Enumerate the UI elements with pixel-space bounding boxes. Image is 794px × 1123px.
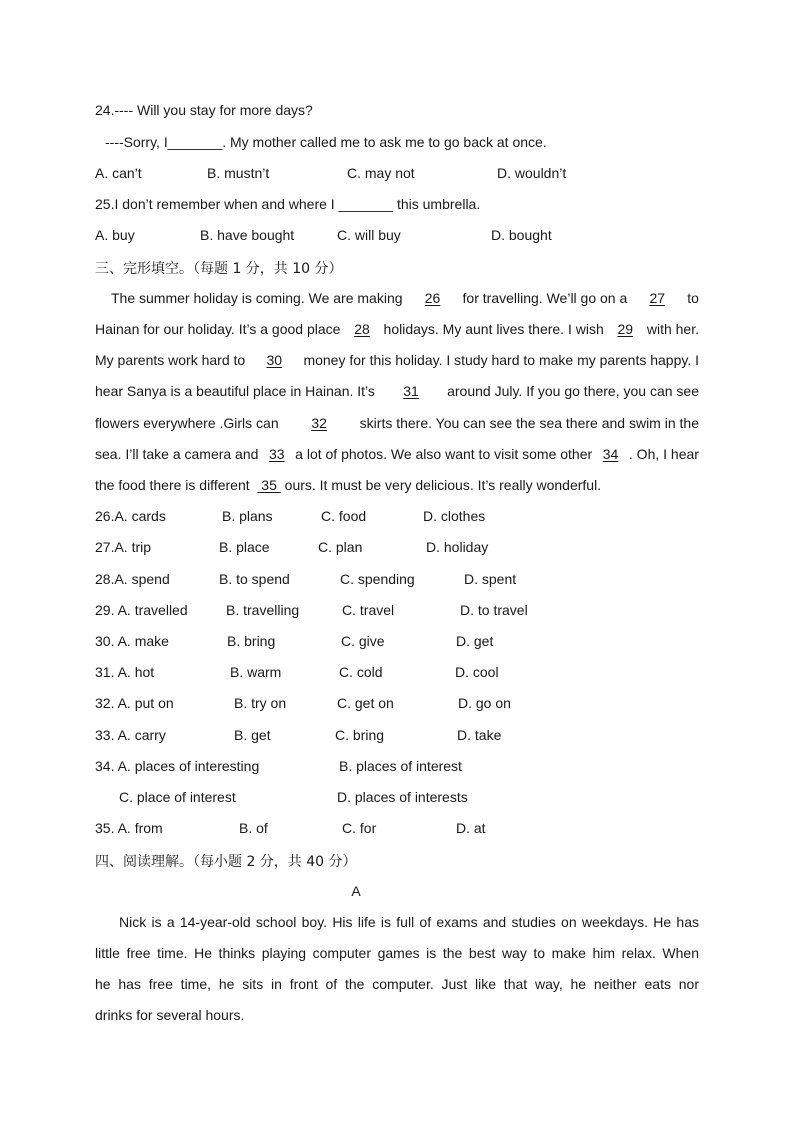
- q34-option-b: B. places of interest: [339, 758, 462, 774]
- blank-29: 29: [617, 321, 634, 337]
- q35-option-a: 35. A. from: [95, 820, 163, 836]
- q29-option-a: 29. A. travelled: [95, 602, 188, 618]
- q29-option-c: C. travel: [342, 602, 395, 618]
- q25-option-a: A. buy: [95, 227, 135, 243]
- passage-line-5: flowers everywhere .Girls can 32 skirts there. You can see the sea there and swim in the: [95, 415, 699, 431]
- q35-option-b: B. of: [239, 820, 268, 836]
- q35-option-d: D. at: [456, 820, 486, 836]
- q32-option-c: C. get on: [337, 695, 394, 711]
- q27-option-d: D. holiday: [426, 539, 489, 555]
- q34-option-a: 34. A. places of interesting: [95, 758, 260, 774]
- q24-question: 24.---- Will you stay for more days?: [95, 102, 313, 118]
- passage-line-7: the food there is different 35 ours. It must be very delicious. It’s really wonderful.: [95, 477, 602, 493]
- q26-option-c: C. food: [321, 508, 367, 524]
- section4-heading: 四、阅读理解。（每小题 2 分，共 40 分）: [95, 854, 357, 870]
- q33-option-d: D. take: [457, 727, 502, 743]
- q33-option-b: B. get: [234, 727, 271, 743]
- passage-line-3: My parents work hard to 30 money for this holiday. I study hard to make my parents happy. I: [95, 352, 699, 368]
- q34-option-c: C. place of interest: [119, 789, 236, 805]
- q34-option-d: D. places of interests: [337, 789, 468, 805]
- q25-option-c: C. will buy: [337, 227, 401, 243]
- q32-option-b: B. try on: [234, 695, 287, 711]
- q31-option-d: D. cool: [455, 664, 499, 680]
- q24-option-a: A. can’t: [95, 165, 142, 181]
- q27-option-c: C. plan: [318, 539, 363, 555]
- blank-32: 32: [311, 415, 327, 431]
- q31-option-b: B. warm: [230, 664, 282, 680]
- q26-option-a: 26.A. cards: [95, 508, 166, 524]
- q30-option-c: C. give: [341, 633, 385, 649]
- q24-reply: ----Sorry, I_______. My mother called me to ask me to go back at once.: [105, 134, 547, 150]
- q33-option-a: 33. A. carry: [95, 727, 166, 743]
- q29-option-b: B. travelling: [226, 602, 300, 618]
- passage-line-6: sea. I’ll take a camera and 33 a lot of photos. We also want to visit some other 34 . Oh, I hear: [95, 446, 699, 462]
- blank-27: 27: [649, 290, 666, 306]
- section3-heading: 三、完形填空。（每题 1 分，共 10 分）: [95, 261, 343, 277]
- blank-33: 33: [269, 446, 285, 462]
- q32-option-d: D. go on: [458, 695, 511, 711]
- q35-option-c: C. for: [342, 820, 377, 836]
- passage-line-4: hear Sanya is a beautiful place in Hainan. It’s 31 around July. If you go there, you can see: [95, 383, 699, 399]
- reading-line-3: he has free time, he sits in front of the computer. Just like that way, he neither eats nor: [95, 976, 699, 992]
- q33-option-c: C. bring: [335, 727, 385, 743]
- q30-option-d: D. get: [456, 633, 494, 649]
- passage-line-2: Hainan for our holiday. It’s a good place 28 holidays. My aunt lives there. I wish 29 with her.: [95, 321, 699, 337]
- q27-option-a: 27.A. trip: [95, 539, 152, 555]
- passage-line-1: The summer holiday is coming. We are making 26 for travelling. We’ll go on a 27 to: [111, 290, 699, 306]
- blank-35: 35: [257, 477, 281, 493]
- q31-option-a: 31. A. hot: [95, 664, 155, 680]
- q30-option-b: B. bring: [227, 633, 276, 649]
- q24-option-b: B. mustn’t: [207, 165, 270, 181]
- q32-option-a: 32. A. put on: [95, 695, 174, 711]
- reading-line-2: little free time. He thinks playing computer games is the best way to make him relax. When: [95, 945, 699, 961]
- q28-option-c: C. spending: [340, 571, 415, 587]
- q28-option-b: B. to spend: [219, 571, 290, 587]
- blank-28: 28: [354, 321, 370, 337]
- reading-line-4: drinks for several hours.: [95, 1007, 245, 1023]
- q30-option-a: 30. A. make: [95, 633, 169, 649]
- q24-option-d: D. wouldn’t: [497, 165, 567, 181]
- blank-26: 26: [424, 290, 441, 306]
- q31-option-c: C. cold: [339, 664, 383, 680]
- q25-question: 25.I don’t remember when and where I _______ this umbrella.: [95, 196, 481, 212]
- q26-option-b: B. plans: [222, 508, 273, 524]
- reading-part-label: A: [351, 883, 361, 899]
- q27-option-b: B. place: [219, 539, 270, 555]
- q26-option-d: D. clothes: [423, 508, 486, 524]
- q29-option-d: D. to travel: [460, 602, 528, 618]
- blank-34: 34: [602, 446, 619, 462]
- q28-option-a: 28.A. spend: [95, 571, 170, 587]
- blank-30: 30: [266, 352, 283, 368]
- q24-option-c: C. may not: [347, 165, 415, 181]
- q25-option-b: B. have bought: [200, 227, 295, 243]
- q28-option-d: D. spent: [464, 571, 517, 587]
- reading-line-1: Nick is a 14-year-old school boy. His life is full of exams and studies on weekdays. He has: [119, 914, 699, 930]
- blank-31: 31: [403, 383, 419, 399]
- q25-option-d: D. bought: [491, 227, 552, 243]
